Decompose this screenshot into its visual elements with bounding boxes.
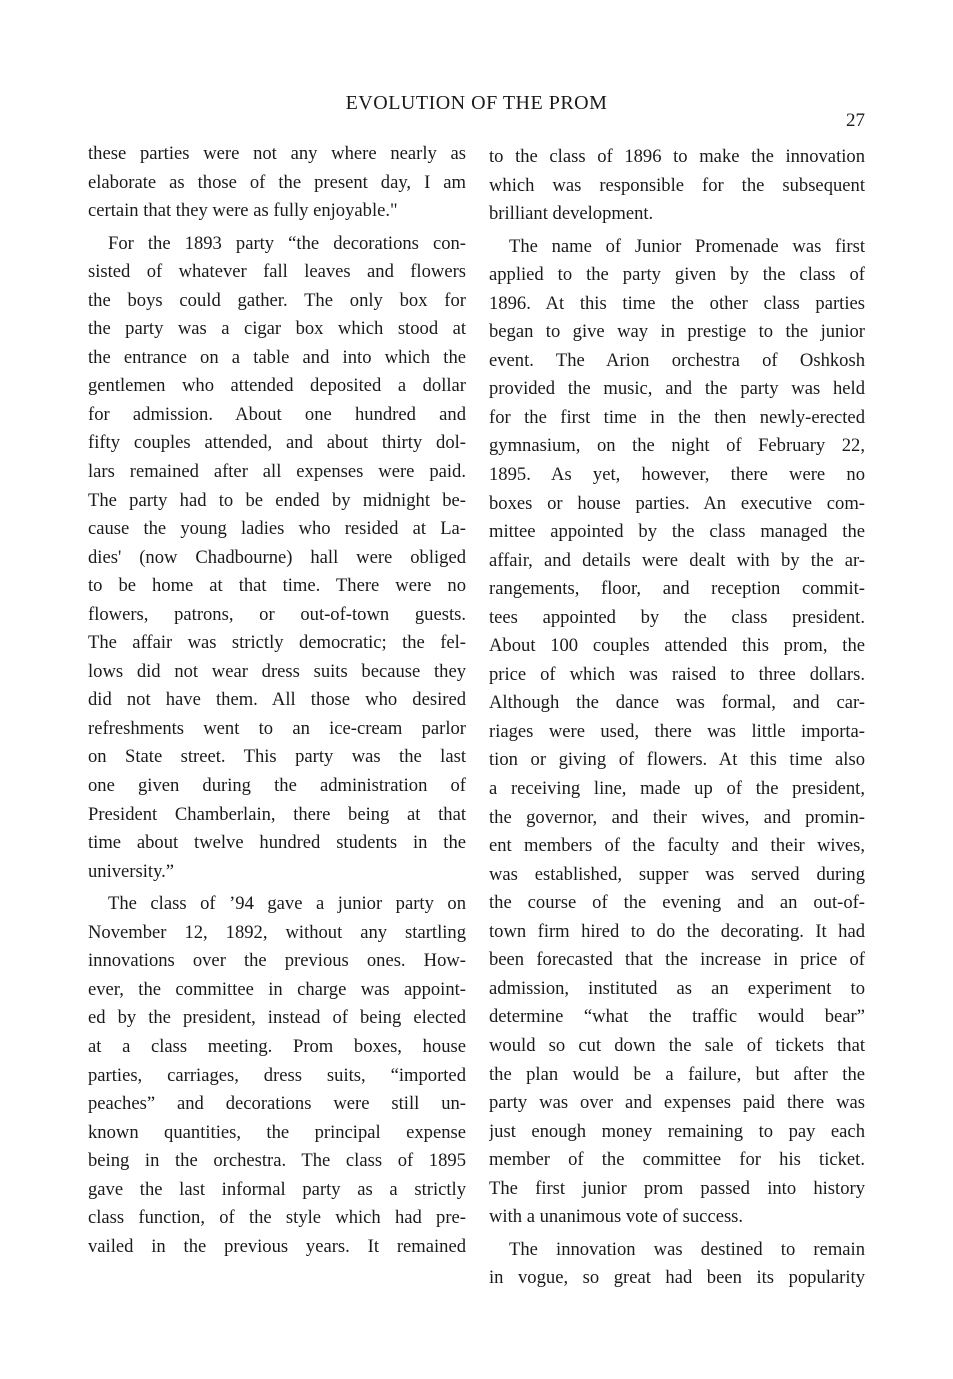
- text-line: refreshments went to an ice-cream parlor: [88, 717, 466, 739]
- text-line: class function, of the style which had pre-: [88, 1207, 466, 1229]
- text-line: just enough money remaining to pay each: [489, 1120, 865, 1142]
- text-line: the governor, and their wives, and promin-: [489, 806, 865, 828]
- text-line: parties, carriages, dress suits, “imported: [88, 1064, 466, 1086]
- text-line: to the class of 1896 to make the innovation: [489, 146, 865, 167]
- text-line: gave the last informal party as a strictly: [88, 1178, 466, 1200]
- left-text-column: [88, 140, 466, 1261]
- text-line: known quantities, the principal expense: [88, 1121, 466, 1143]
- text-line: The name of Junior Promenade was first: [509, 235, 865, 257]
- text-line: for the first time in the then newly-erected: [489, 406, 865, 428]
- text-line: the party was a cigar box which stood at: [88, 318, 466, 340]
- text-line: provided the music, and the party was held: [489, 378, 865, 400]
- text-line: peaches” and decorations were still un-: [88, 1093, 466, 1115]
- text-line: lars remained after all expenses were paid.: [88, 461, 466, 483]
- text-line: was established, supper was served during: [489, 863, 865, 885]
- text-line: would so cut down the sale of tickets that: [489, 1034, 865, 1056]
- text-line: event. The Arion orchestra of Oshkosh: [489, 349, 865, 371]
- text-line: gentlemen who attended deposited a dollar: [88, 375, 466, 397]
- text-line: sisted of whatever fall leaves and flowers: [88, 261, 466, 283]
- text-line: certain that they were as fully enjoyable.": [88, 200, 398, 222]
- text-line: with a unanimous vote of success.: [489, 1206, 744, 1228]
- text-line: mittee appointed by the class managed the: [489, 521, 865, 543]
- text-line: tion or giving of flowers. At this time also: [489, 749, 865, 771]
- text-line: The first junior prom passed into history: [489, 1177, 865, 1199]
- text-line: gymnasium, on the night of February 22,: [489, 435, 865, 457]
- text-line: admission, instituted as an experiment to: [489, 977, 865, 999]
- text-line: determine “what the traffic would bear”: [489, 1006, 865, 1028]
- text-line: applied to the party given by the class of: [489, 264, 865, 286]
- text-line: Although the dance was formal, and car-: [489, 692, 865, 714]
- text-line: been forecasted that the increase in price of: [489, 949, 865, 971]
- text-line: price of which was raised to three dollars.: [489, 663, 865, 685]
- text-line: 1896. At this time the other class parties: [489, 292, 865, 314]
- text-line: ed by the president, instead of being elected: [88, 1007, 466, 1029]
- text-line: the entrance on a table and into which the: [88, 346, 466, 368]
- text-line: vailed in the previous years. It remained: [88, 1235, 466, 1257]
- text-line: riages were used, there was little importa-: [489, 720, 865, 742]
- text-line: a receiving line, made up of the president,: [489, 778, 865, 800]
- text-line: one given during the administration of: [88, 775, 466, 797]
- text-line: the plan would be a failure, but after the: [489, 1063, 865, 1085]
- text-line: affair, and details were dealt with by the ar-: [489, 549, 865, 571]
- text-line: for admission. About one hundred and: [88, 403, 466, 425]
- text-line: About 100 couples attended this prom, the: [489, 635, 865, 657]
- text-line: the course of the evening and an out-of-: [489, 892, 865, 914]
- text-line: elaborate as those of the present day, I am: [88, 171, 466, 193]
- text-line: began to give way in prestige to the junior: [489, 321, 865, 343]
- text-line: time about twelve hundred students in the: [88, 832, 466, 854]
- text-line: dies' (now Chadbourne) hall were obliged: [88, 546, 466, 568]
- text-line: did not have them. All those who desired: [88, 689, 466, 711]
- text-line: town firm hired to do the decorating. It had: [489, 920, 865, 942]
- page-number: 27: [846, 110, 865, 131]
- text-line: tees appointed by the class president.: [489, 606, 865, 628]
- text-line: The party had to be ended by midnight be-: [88, 489, 466, 511]
- text-line: to be home at that time. There were no: [88, 575, 466, 597]
- text-line: November 12, 1892, without any startling: [88, 921, 466, 943]
- text-line: boxes or house parties. An executive com-: [489, 492, 865, 514]
- running-title: EVOLUTION OF THE PROM: [345, 92, 608, 114]
- text-line: ever, the committee in charge was appoint-: [88, 978, 466, 1000]
- text-line: party was over and expenses paid there was: [489, 1092, 865, 1114]
- text-line: For the 1893 party “the decorations con-: [108, 232, 466, 254]
- text-line: The affair was strictly democratic; the fel-: [88, 632, 466, 654]
- text-line: which was responsible for the subsequent: [489, 174, 865, 196]
- text-line: President Chamberlain, there being at that: [88, 803, 466, 825]
- text-line: these parties were not any where nearly as: [88, 143, 466, 164]
- text-line: on State street. This party was the last: [88, 746, 466, 768]
- text-line: member of the committee for his ticket.: [489, 1149, 865, 1171]
- text-line: in vogue, so great had been its popularity: [489, 1267, 865, 1289]
- text-line: flowers, patrons, or out-of-town guests.: [88, 603, 466, 625]
- text-line: at a class meeting. Prom boxes, house: [88, 1035, 466, 1057]
- text-line: 1895. As yet, however, there were no: [489, 464, 865, 486]
- text-line: brilliant development.: [489, 203, 654, 225]
- text-line: rangements, floor, and reception commit-: [489, 578, 865, 600]
- text-line: university.”: [88, 860, 175, 882]
- text-line: being in the orchestra. The class of 1895: [88, 1150, 466, 1172]
- text-line: innovations over the previous ones. How-: [88, 950, 466, 972]
- text-line: The class of ’94 gave a junior party on: [108, 893, 466, 915]
- text-line: The innovation was destined to remain: [509, 1238, 865, 1260]
- text-line: the boys could gather. The only box for: [88, 289, 466, 311]
- text-line: cause the young ladies who resided at La-: [88, 518, 466, 540]
- right-text-column: [489, 143, 865, 1293]
- text-line: ent members of the faculty and their wives,: [489, 835, 865, 857]
- text-line: fifty couples attended, and about thirty dol-: [88, 432, 466, 454]
- text-line: lows did not wear dress suits because they: [88, 660, 466, 682]
